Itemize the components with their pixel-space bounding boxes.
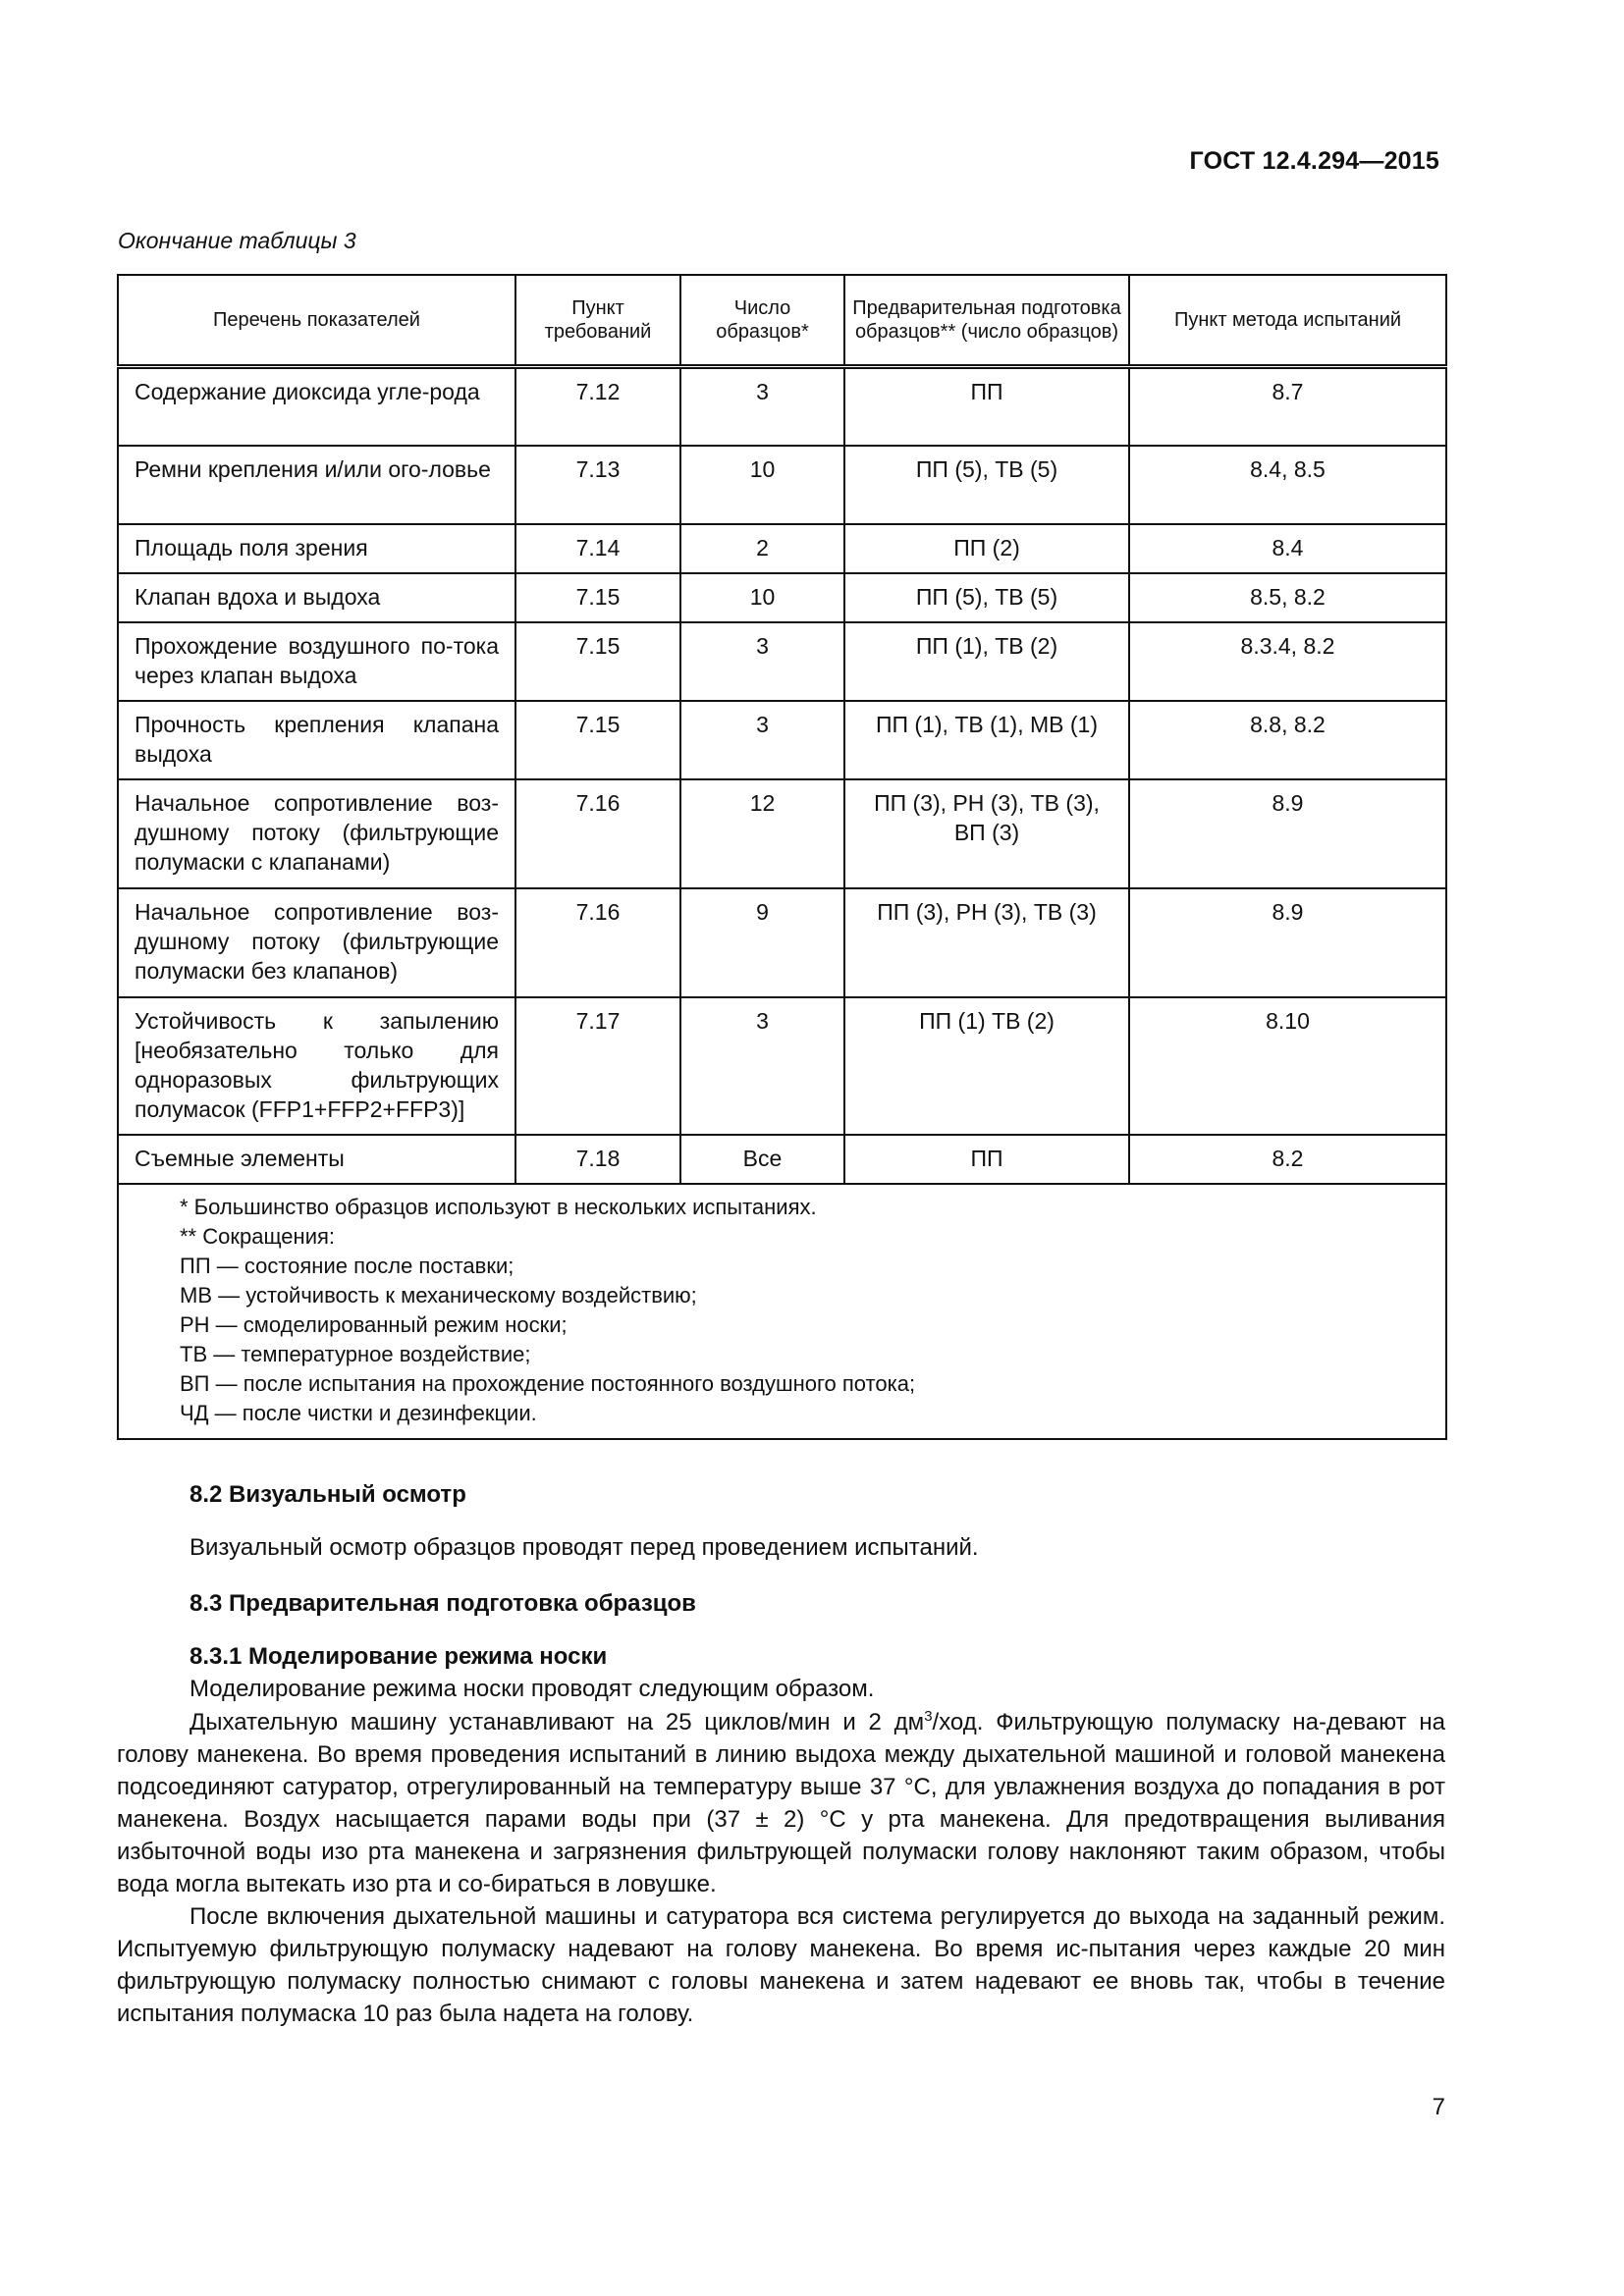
table-caption: Окончание таблицы 3 [118,228,356,253]
table-row [118,524,1446,573]
cell-requirement: 7.14 [515,524,680,573]
header-test-method-clause: Пункт метода испытаний [1129,275,1446,367]
cell-requirement: 7.15 [515,573,680,622]
superscript: 3 [924,1708,933,1725]
cell-method: 8.4 [1129,524,1446,573]
cell-count: 3 [680,701,844,779]
cell-preconditioning: ПП (1), ТВ (1), МВ (1) [844,701,1129,779]
paragraph-body [117,1706,1445,2030]
cell-indicator: Прочность крепления клапана выдоха [118,701,515,779]
note-line: МВ — устойчивость к механическому воздействию; [180,1282,697,1308]
table-notes-row [118,1184,1446,1439]
document-id: ГОСТ 12.4.294—2015 [1189,147,1439,175]
table-row [118,446,1446,524]
table-row [118,997,1446,1135]
cell-method: 8.4, 8.5 [1129,446,1446,524]
cell-indicator: Ремни крепления и/или ого-ловье [118,446,515,524]
note-line: ТВ — температурное воздействие; [180,1341,531,1366]
note-line: * Большинство образцов используют в нескольких испытаниях. [180,1194,817,1219]
cell-method: 8.9 [1129,888,1446,997]
cell-preconditioning: ПП [844,1135,1129,1184]
page-number: 7 [1432,2094,1445,2120]
table-row [118,1135,1446,1184]
section-8-3-1-intro: Моделирование режима носки проводят следующим образом. [189,1676,875,1702]
table-row [118,367,1446,446]
cell-method: 8.8, 8.2 [1129,701,1446,779]
cell-preconditioning: ПП [844,367,1129,446]
cell-preconditioning: ПП (1), ТВ (2) [844,622,1129,701]
note-line: РН — смоделированный режим носки; [180,1311,568,1337]
cell-requirement: 7.15 [515,701,680,779]
note-line: ЧД — после чистки и дезинфекции. [180,1400,537,1425]
cell-count: 9 [680,888,844,997]
note-line: ПП — состояние после поставки; [180,1253,514,1278]
cell-indicator: Устойчивость к запылению [необязательно только для одноразовых фильтрующих полумасок (FFP1+FFP2+FFP3)] [118,997,515,1135]
section-8-2-title: 8.2 Визуальный осмотр [189,1481,466,1508]
table-row [118,622,1446,701]
table-row [118,888,1446,997]
cell-method: 8.3.4, 8.2 [1129,622,1446,701]
cell-preconditioning: ПП (5), ТВ (5) [844,573,1129,622]
cell-requirement: 7.16 [515,888,680,997]
section-8-2-text: Визуальный осмотр образцов проводят перед проведением испытаний. [189,1534,979,1561]
cell-preconditioning: ПП (3), РН (3), ТВ (3) [844,888,1129,997]
cell-requirement: 7.16 [515,779,680,888]
cell-requirement: 7.18 [515,1135,680,1184]
cell-preconditioning: ПП (3), РН (3), ТВ (3), ВП (3) [844,779,1129,888]
cell-indicator: Площадь поля зрения [118,524,515,573]
cell-count: 10 [680,446,844,524]
table-notes [118,1184,1446,1439]
cell-count: 3 [680,622,844,701]
table-row [118,779,1446,888]
cell-indicator: Клапан вдоха и выдоха [118,573,515,622]
header-requirement-clause: Пункт требований [515,275,680,367]
section-8-3-1-title: 8.3.1 Моделирование режима носки [189,1643,608,1670]
header-sample-count: Число образцов* [680,275,844,367]
cell-preconditioning: ПП (2) [844,524,1129,573]
section-8-3-title: 8.3 Предварительная подготовка образцов [189,1590,696,1617]
cell-requirement: 7.15 [515,622,680,701]
cell-indicator: Начальное сопротивление воз-душному потоку (фильтрующие полумаски без клапанов) [118,888,515,997]
cell-indicator: Прохождение воздушного по-тока через клапан выдоха [118,622,515,701]
cell-count: 12 [680,779,844,888]
cell-count: Все [680,1135,844,1184]
paragraph-breathing-machine [117,1706,1445,1900]
cell-indicator: Содержание диоксида угле-рода [118,367,515,446]
table-row [118,573,1446,622]
cell-indicator: Съемные элементы [118,1135,515,1184]
cell-method: 8.2 [1129,1135,1446,1184]
table-header-row [118,275,1446,367]
note-line: ** Сокращения: [180,1223,336,1249]
cell-indicator: Начальное сопротивление воз-душному потоку (фильтрующие полумаски с клапанами) [118,779,515,888]
note-line: ВП — после испытания на прохождение постоянного воздушного потока; [180,1370,916,1396]
cell-method: 8.9 [1129,779,1446,888]
cell-count: 2 [680,524,844,573]
cell-method: 8.5, 8.2 [1129,573,1446,622]
paragraph-text: Дыхательную машину устанавливают на 25 циклов/мин и 2 дм [189,1709,925,1735]
cell-count: 10 [680,573,844,622]
cell-preconditioning: ПП (1) ТВ (2) [844,997,1129,1135]
cell-method: 8.7 [1129,367,1446,446]
cell-preconditioning: ПП (5), ТВ (5) [844,446,1129,524]
indicators-table [117,274,1447,1440]
paragraph-text: /ход. Фильтрующую полумаску на-девают на голову манекена. Во время проведения испытаний в линию выдоха между дыхательной машиной и головой манекена подсоединяют сатуратор, отрегулированный на температуру выше 37 °С, для увлажнения воздуха до попадания в рот манекена. Воздух насыщается парами воды при (37 ± 2) °С у рта манекена. Для предотвращения выливания избыточной воды изо рта манекена и загрязнения фильтрующей полумаски голову наклоняют таким образом, чтобы вода могла вытекать изо рта и со-бираться в ловушке. [117,1709,1445,1897]
table-row [118,701,1446,779]
cell-requirement: 7.13 [515,446,680,524]
cell-method: 8.10 [1129,997,1446,1135]
cell-count: 3 [680,997,844,1135]
header-preconditioning: Предварительная подготовка образцов** (число образцов) [844,275,1129,367]
header-indicators: Перечень показателей [118,275,515,367]
paragraph-system-setup: После включения дыхательной машины и сатуратора вся система регулируется до выхода на заданный режим. Испытуемую фильтрующую полумаску надевают на голову манекена. Во время ис-пытания через каждые 20 мин фильтрующую полумаску полностью снимают с головы манекена и затем надевают ее вновь так, чтобы в течение испытания полумаска 10 раз была надета на голову. [117,1903,1445,2027]
cell-count: 3 [680,367,844,446]
cell-requirement: 7.17 [515,997,680,1135]
cell-requirement: 7.12 [515,367,680,446]
